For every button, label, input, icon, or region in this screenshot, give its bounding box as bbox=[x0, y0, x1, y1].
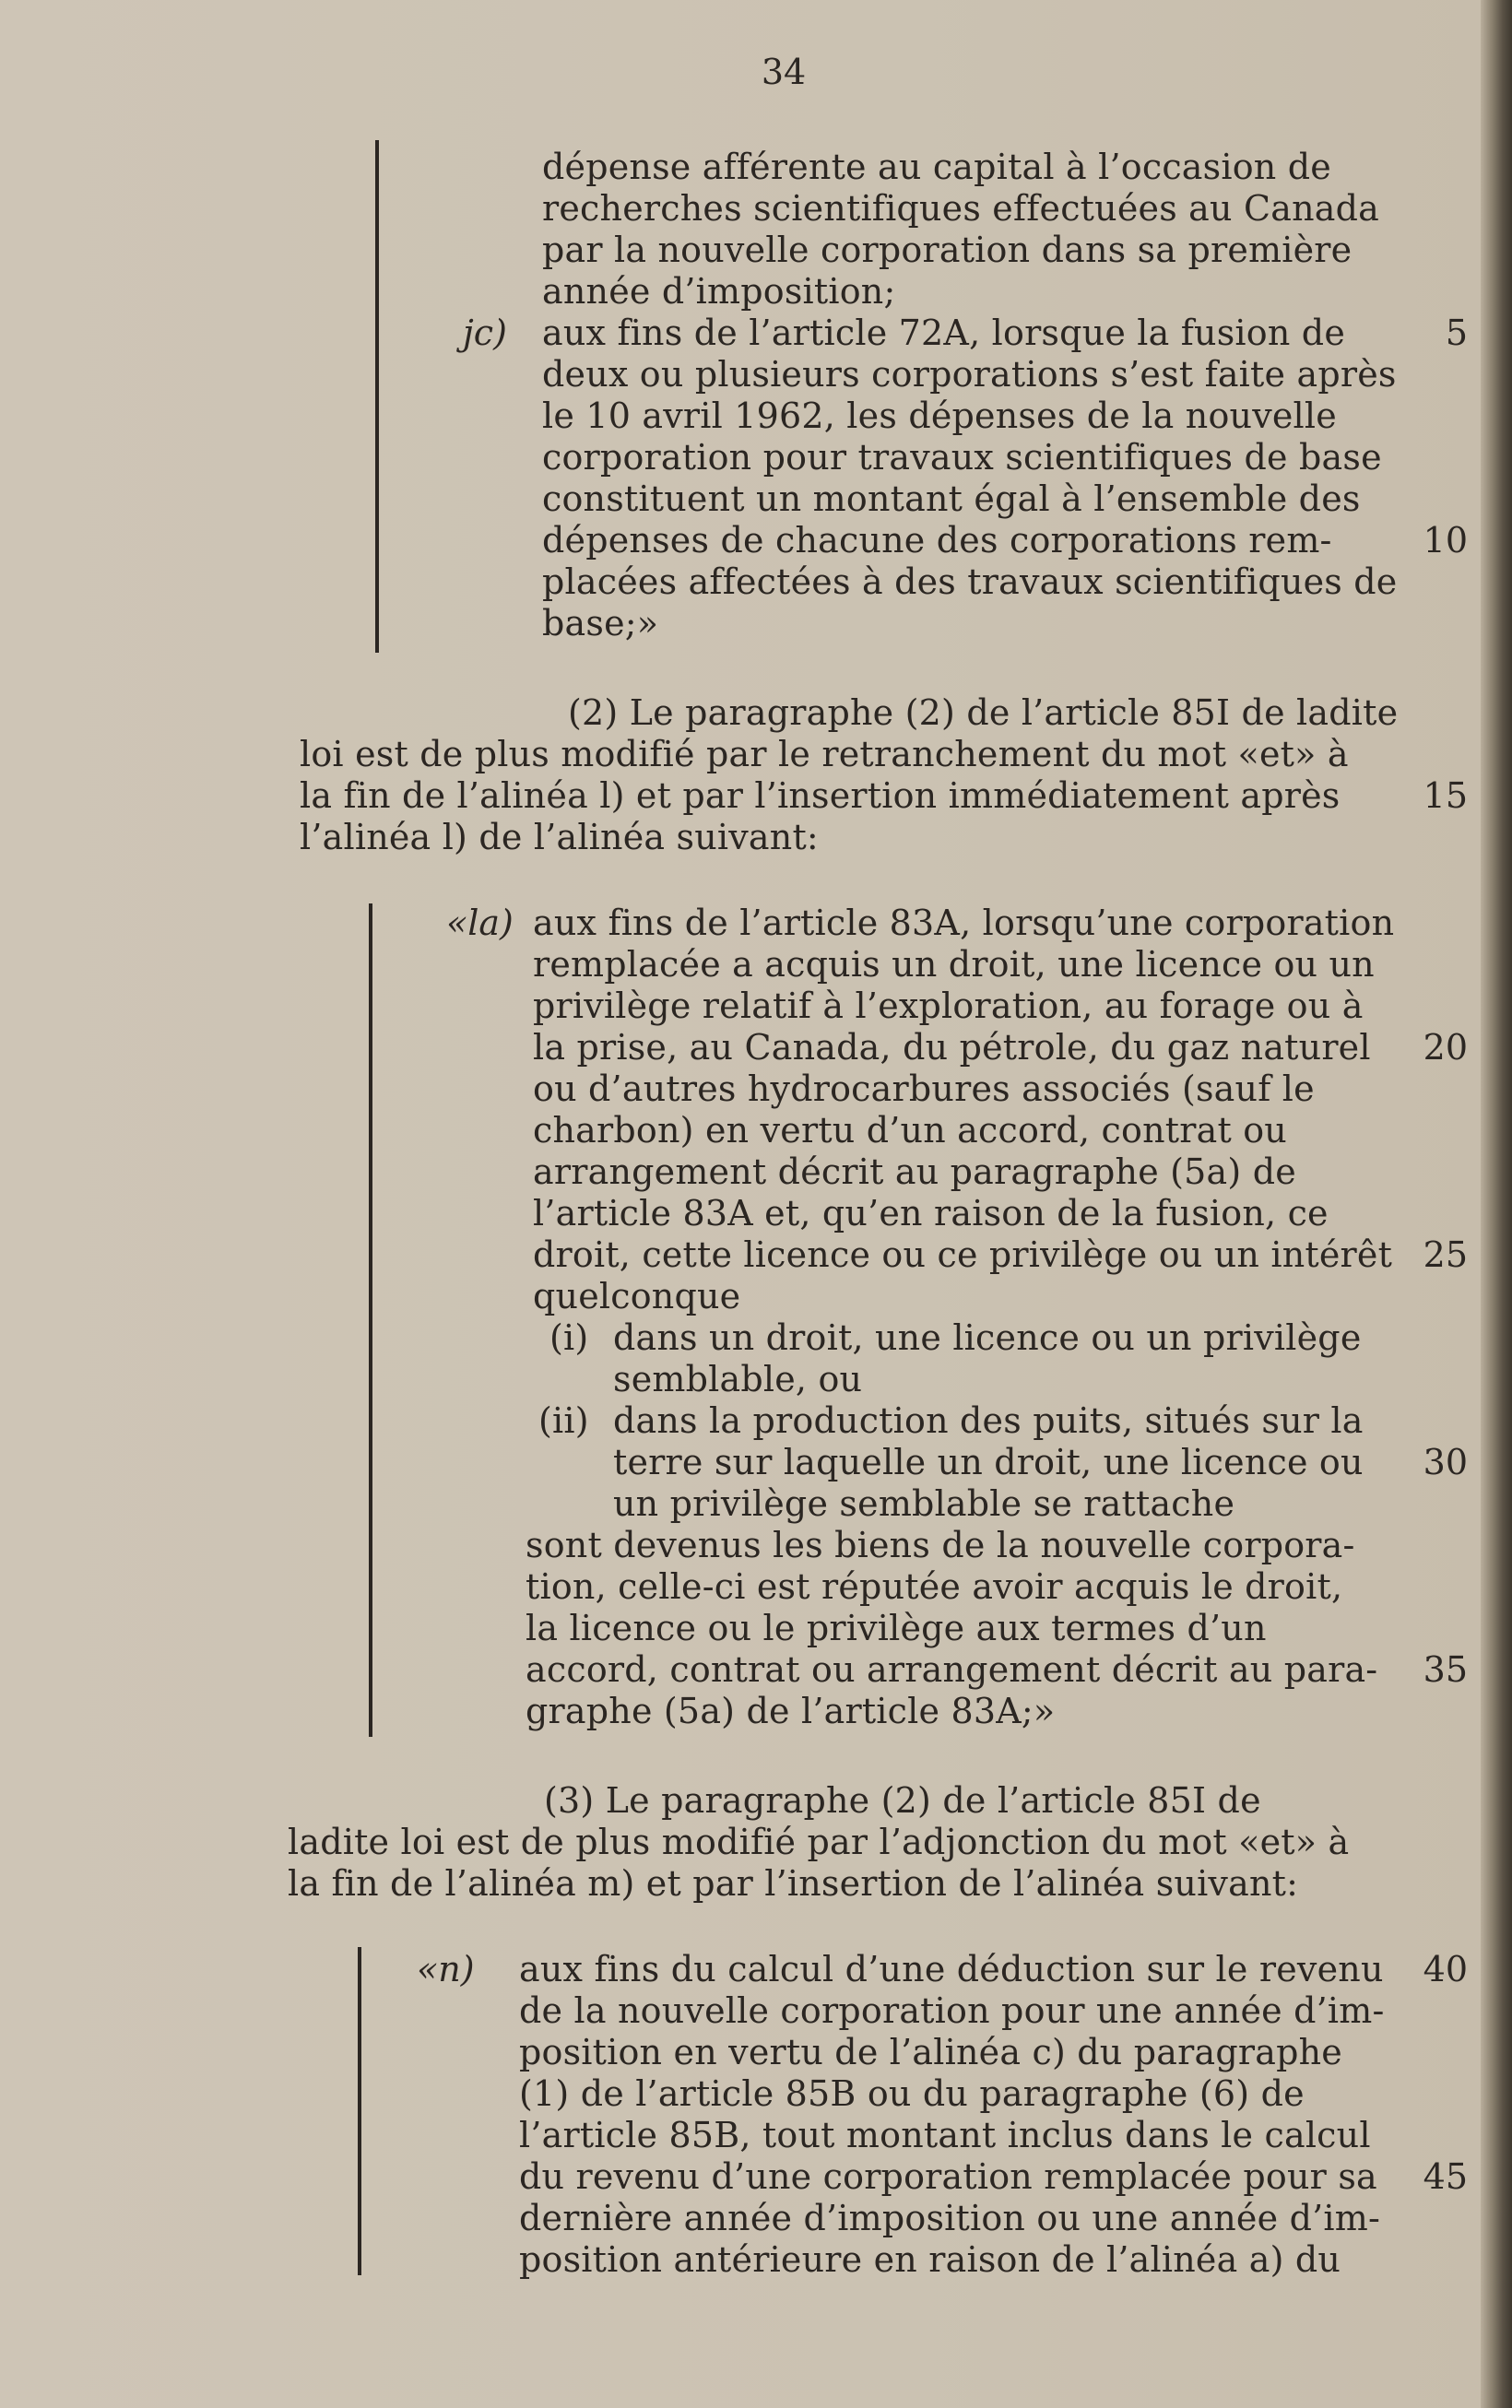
text-line: la fin de l’alinéa l) et par l’insertion immédiatement après bbox=[300, 775, 1341, 816]
text-line: année d’imposition; bbox=[542, 271, 896, 312]
text-line: le 10 avril 1962, les dépenses de la nouvelle bbox=[542, 395, 1337, 436]
text-line: position antérieure en raison de l’alinéa a) du bbox=[519, 2239, 1341, 2280]
text-line: ladite loi est de plus modifié par l’adjonction du mot «et» à bbox=[288, 1822, 1350, 1862]
text-line: terre sur laquelle un droit, une licence ou bbox=[613, 1442, 1364, 1482]
text-line: (1) de l’article 85B ou du paragraphe (6) de bbox=[519, 2073, 1305, 2114]
text-line: corporation pour travaux scientifiques de base bbox=[542, 437, 1382, 478]
text-line: aux fins de l’article 83A, lorsqu’une corporation bbox=[533, 903, 1395, 943]
text-line: du revenu d’une corporation remplacée pour sa bbox=[519, 2156, 1377, 2197]
margin-bar bbox=[358, 1947, 361, 2275]
text-line: privilège relatif à l’exploration, au forage ou à bbox=[533, 986, 1364, 1026]
sub-item-label-i: (i) bbox=[549, 1317, 589, 1358]
text-line: charbon) en vertu d’un accord, contrat ou bbox=[533, 1110, 1287, 1151]
text-line: l’article 83A et, qu’en raison de la fusion, ce bbox=[533, 1193, 1329, 1234]
text-line: un privilège semblable se rattache bbox=[613, 1483, 1235, 1524]
text-line: aux fins de l’article 72A, lorsque la fusion de bbox=[542, 313, 1346, 353]
text-line: position en vertu de l’alinéa c) du paragraphe bbox=[519, 2032, 1342, 2072]
text-line: recherches scientifiques effectuées au Canada bbox=[542, 188, 1380, 229]
text-line: placées affectées à des travaux scientifiques de bbox=[542, 561, 1398, 602]
text-line: semblable, ou bbox=[613, 1359, 863, 1399]
text-line: accord, contrat ou arrangement décrit au para- bbox=[526, 1649, 1378, 1690]
text-line: tion, celle-ci est réputée avoir acquis le droit, bbox=[526, 1566, 1343, 1607]
page-number: 34 bbox=[761, 52, 807, 92]
line-number: 45 bbox=[1423, 2156, 1468, 2197]
text-line: (2) Le paragraphe (2) de l’article 85I de ladite bbox=[568, 692, 1399, 733]
item-label-n: «n) bbox=[417, 1949, 475, 1989]
text-line: graphe (5a) de l’article 83A;» bbox=[526, 1691, 1056, 1731]
text-line: droit, cette licence ou ce privilège ou un intérêt bbox=[533, 1234, 1393, 1275]
item-label-jc: jc) bbox=[463, 313, 507, 353]
text-line: par la nouvelle corporation dans sa première bbox=[542, 230, 1353, 270]
text-line: ou d’autres hydrocarbures associés (sauf le bbox=[533, 1068, 1315, 1109]
sub-item-label-ii: (ii) bbox=[538, 1400, 589, 1441]
text-line: la prise, au Canada, du pétrole, du gaz naturel bbox=[533, 1027, 1371, 1068]
line-number: 25 bbox=[1423, 1234, 1468, 1275]
text-line: la fin de l’alinéa m) et par l’insertion de l’alinéa suivant: bbox=[288, 1863, 1299, 1904]
text-line: dépenses de chacune des corporations rem- bbox=[542, 520, 1332, 561]
text-line: quelconque bbox=[533, 1276, 741, 1316]
text-line: dernière année d’imposition ou une année d’im- bbox=[519, 2198, 1381, 2238]
line-number: 5 bbox=[1445, 313, 1468, 353]
item-label-la: «la) bbox=[446, 903, 514, 943]
line-number: 40 bbox=[1423, 1949, 1468, 1989]
text-line: aux fins du calcul d’une déduction sur le revenu bbox=[519, 1949, 1384, 1989]
text-line: de la nouvelle corporation pour une année d’im- bbox=[519, 1990, 1385, 2031]
text-line: dépense afférente au capital à l’occasion de bbox=[542, 147, 1331, 187]
margin-bar bbox=[369, 903, 372, 1737]
text-line: deux ou plusieurs corporations s’est faite après bbox=[542, 354, 1397, 395]
text-line: base;» bbox=[542, 603, 659, 643]
line-number: 20 bbox=[1423, 1027, 1468, 1068]
text-line: dans un droit, une licence ou un privilège bbox=[613, 1317, 1362, 1358]
text-line: l’article 85B, tout montant inclus dans le calcul bbox=[519, 2115, 1371, 2155]
text-line: dans la production des puits, situés sur la bbox=[613, 1400, 1364, 1441]
line-number: 15 bbox=[1423, 775, 1468, 816]
line-number: 35 bbox=[1423, 1649, 1468, 1690]
text-line: loi est de plus modifié par le retranchement du mot «et» à bbox=[300, 734, 1349, 774]
text-line: (3) Le paragraphe (2) de l’article 85I de bbox=[544, 1780, 1261, 1821]
line-number: 30 bbox=[1423, 1442, 1468, 1482]
text-line: constituent un montant égal à l’ensemble des bbox=[542, 478, 1361, 519]
page-edge-shadow bbox=[1481, 0, 1512, 2408]
text-line: sont devenus les biens de la nouvelle corpora- bbox=[526, 1525, 1355, 1565]
line-number: 10 bbox=[1423, 520, 1468, 561]
margin-bar bbox=[375, 140, 379, 653]
text-line: remplacée a acquis un droit, une licence ou un bbox=[533, 944, 1375, 985]
text-line: arrangement décrit au paragraphe (5a) de bbox=[533, 1151, 1296, 1192]
text-line: la licence ou le privilège aux termes d’un bbox=[526, 1608, 1267, 1648]
text-line: l’alinéa l) de l’alinéa suivant: bbox=[300, 817, 819, 857]
